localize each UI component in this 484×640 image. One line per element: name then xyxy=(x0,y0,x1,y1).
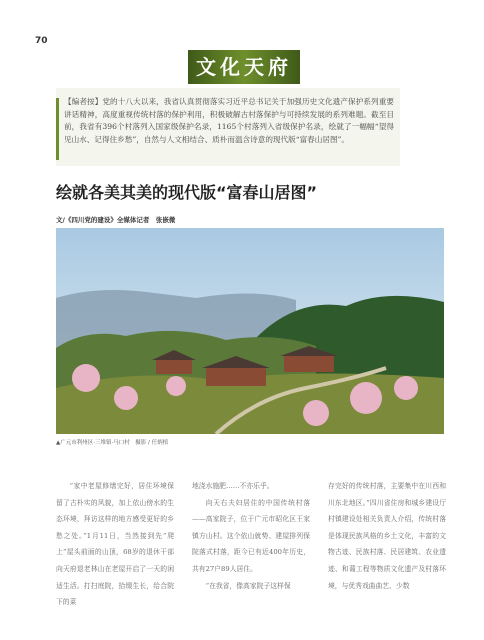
paragraph: “家中老屋修缮完好，居住环境保留了古朴实的风貌，加上依山傍水的生态环境，拜访这样的地方感受更好的乡愁之处。”1月11日，当然接到先“爬上”屋头前面的山顶，68岁的退休干部向天府退老林山在老屋开启了一天的闲适生活。打扫庭院，拾缀生长，给合院下的菜 xyxy=(56,482,174,607)
column-banner: 文化天府 xyxy=(188,50,300,84)
page-number: 70 xyxy=(35,36,48,46)
body-column-1 xyxy=(56,478,174,611)
editor-note-accent-bar xyxy=(56,98,59,160)
photo-caption: ▲广元市利州区·三堆镇·马口村 摄影 / 任炳植 xyxy=(56,440,169,446)
body-column-3 xyxy=(328,478,446,594)
body-column-2 xyxy=(192,478,310,594)
article-title: 绘就各美其美的现代版“富春山居图” xyxy=(56,183,318,202)
editor-note: 【编者按】党的十八大以来，我省认真贯彻落实习近平总书记关于加强历史文化遗产保护系列重要讲话精神，高度重视传统村落的保护利用，积极破解古村落保护与可持续发展的系列难题。截至目前，我省有396个村落列入国家级保护名录，1165个村落列入省级保护名录，绘就了一幅幅“望得见山水、记得住乡愁”，自然与人文相结合、质朴而温含诗意的现代版“富春山居图”。 xyxy=(64,97,394,144)
byline: 文/《四川党的建设》全媒体记者 张嵌微 xyxy=(56,216,176,224)
paragraph: 地浇水施肥……不亦乐乎。 xyxy=(192,482,274,490)
paragraph: 向天右夫妇居住的中国传统村落——高家院子，位于广元市昭化区王家镇方山村。这个依山就势、建屋排列保院落式村落，距今已有近400年历史，共有27户89人居住。 xyxy=(192,498,310,573)
paragraph: “在我省，像高家院子这样保 xyxy=(205,581,291,590)
village-photo xyxy=(56,228,444,434)
paragraph: 存完好的传统村落，主要集中在川西和川东北地区。”四川省住房和城乡建设厅村镇建设处相关负责人介绍，传统村落是体现民族风格的乡土文化，丰富的文物古迹、民族村落、民居建筑、农业遗迹、和蔼工程等物质文化遗产及村落环境，与优秀戏曲曲艺、少数 xyxy=(328,482,446,590)
